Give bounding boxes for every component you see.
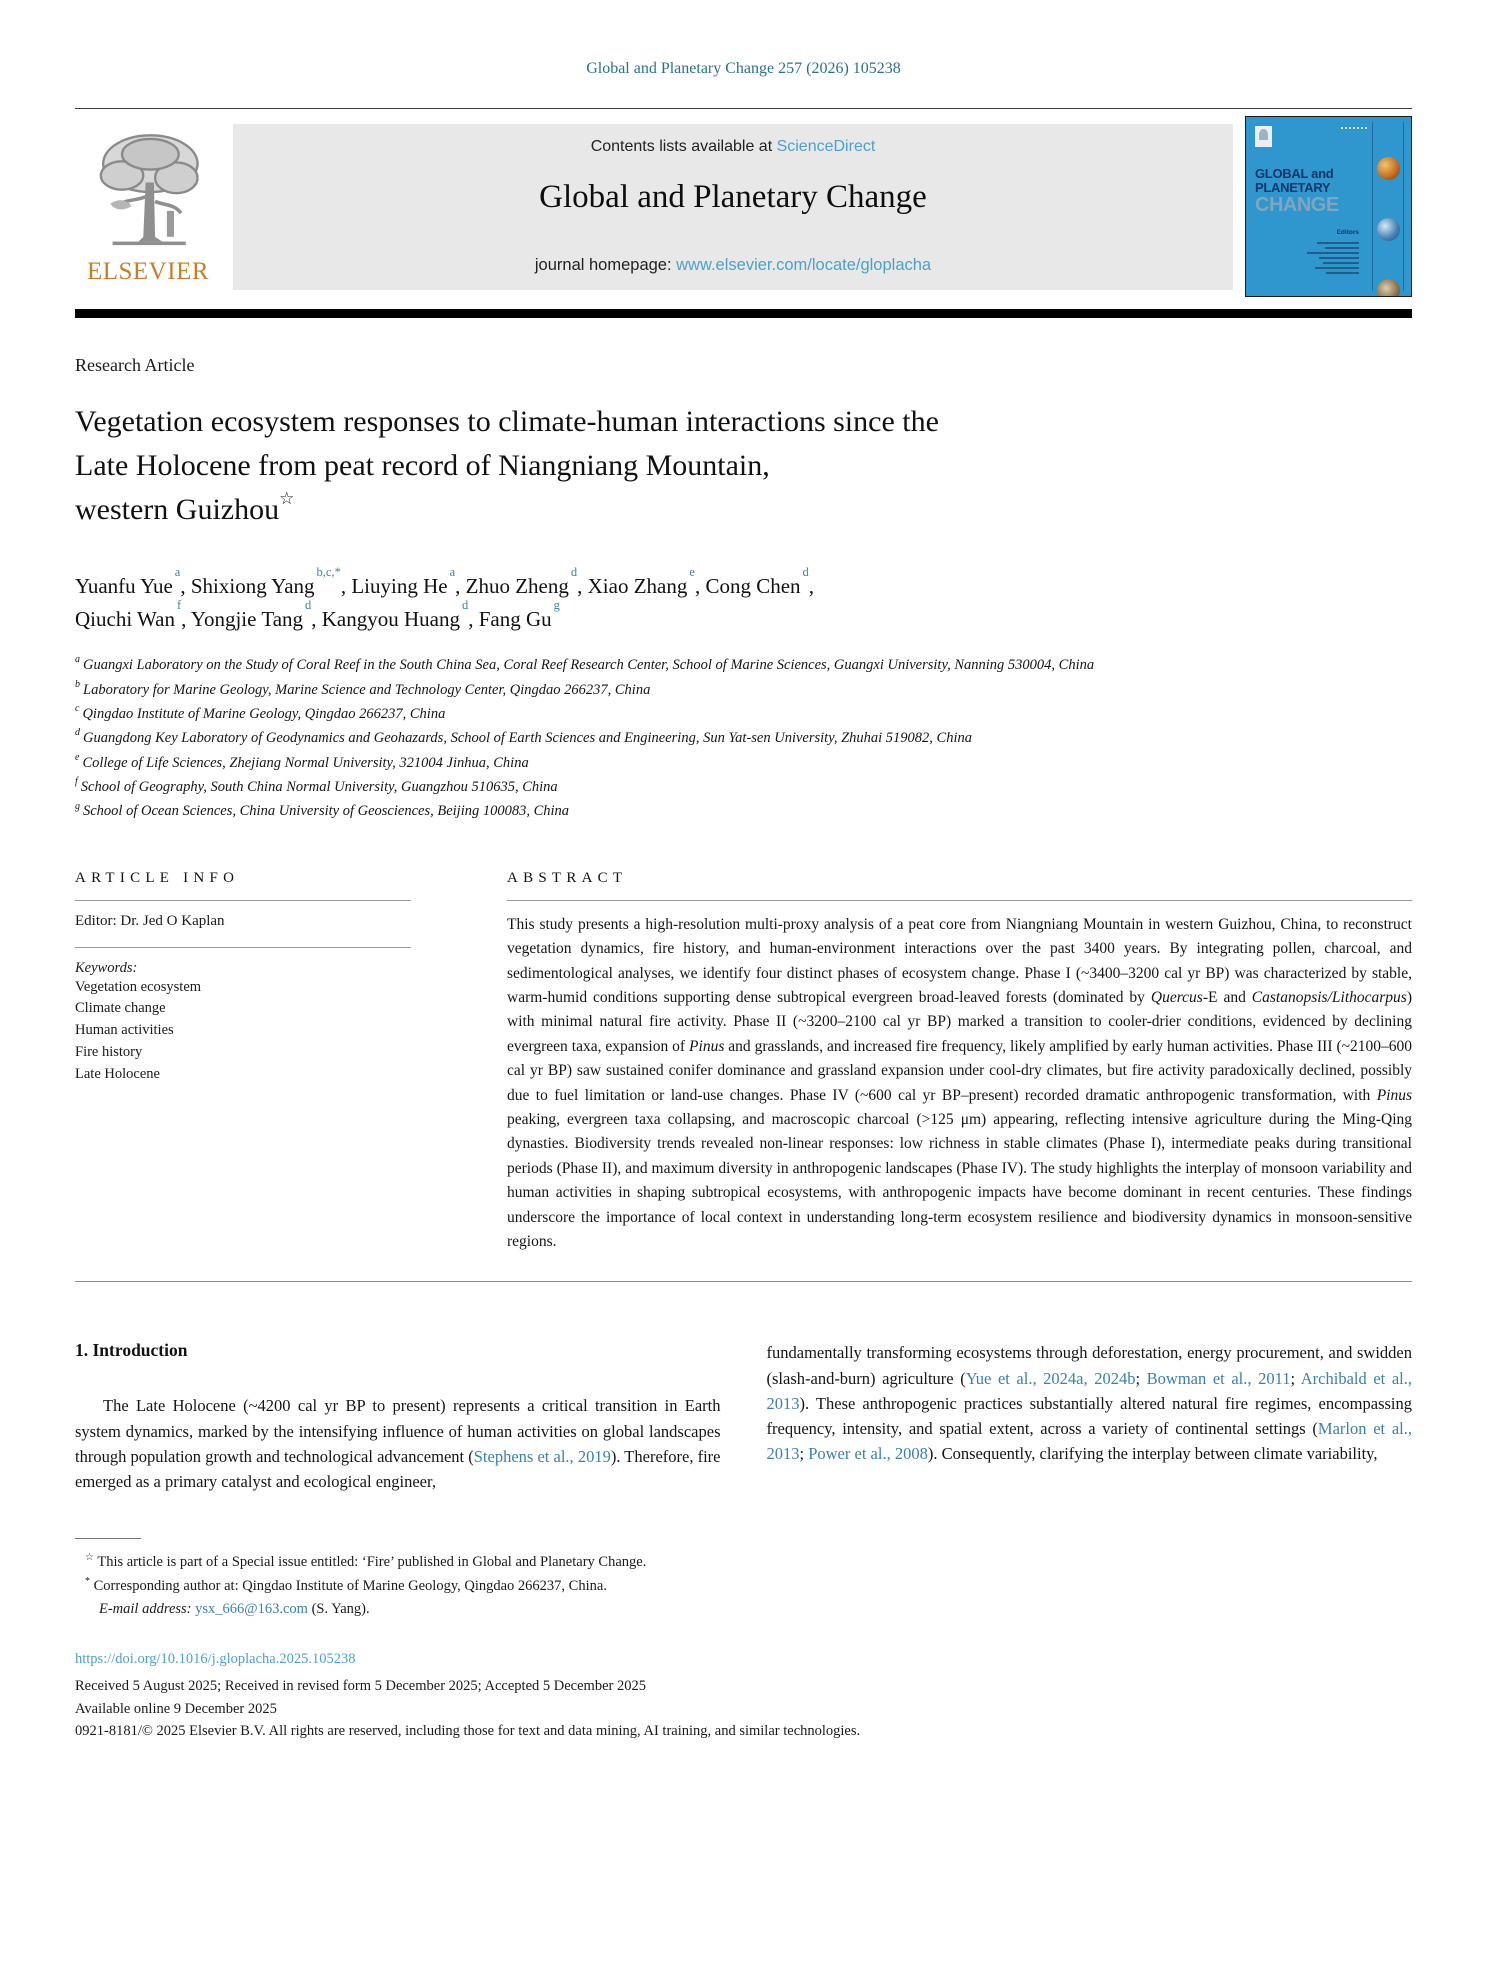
cover-editors-label: Editors [1336, 229, 1359, 237]
citation-link[interactable]: Power et al., 2008 [808, 1444, 928, 1464]
info-abstract-section [75, 870, 1412, 1255]
elsevier-logo[interactable] [75, 124, 221, 290]
special-issue-footnote [75, 1550, 1412, 1574]
cover-title-line: GLOBAL and [1255, 166, 1334, 181]
author-line: Yuanfu Yue$^a$, Shixiong Yang$^{b,c,*}$, Liuying He$^a$, Zhuo Zheng$^d$, Xiao Zhang$^e$, Cong Chen$^d$, [75, 565, 815, 599]
cover-editor-name-line [1307, 252, 1359, 254]
cover-editor-name-line [1326, 272, 1359, 274]
homepage-prefix: journal homepage: [534, 256, 677, 274]
author-affiliation-mark: d [802, 565, 809, 580]
email-footnote: E-mail address: ysx_666@163.com (S. Yang). [99, 1601, 370, 1618]
cover-editor-name-line [1317, 242, 1359, 244]
author-name[interactable]: Qiuchi Wan [75, 607, 175, 632]
sciencedirect-link[interactable]: ScienceDirect [776, 138, 876, 155]
affiliation-item: $^g$ School of Ocean Sciences, China University of Geosciences, Beijing 100083, China [75, 800, 570, 820]
cover-editor-name-line [1323, 262, 1359, 264]
body-right-column [767, 1340, 1413, 1494]
cover-editor-name-line [1315, 267, 1359, 269]
copyright-line: 0921-8181/© 2025 Elsevier B.V. All rights are reserved, including those for text and data mining, AI training, and similar technologies. [75, 1722, 861, 1739]
editor-line: Editor: Dr. Jed O Kaplan [75, 912, 225, 929]
rule [507, 900, 1412, 901]
cover-elsevier-mini-logo [1255, 126, 1272, 147]
keyword-item: Late Holocene [75, 1065, 160, 1082]
cover-divider-line [1372, 122, 1373, 291]
header-divider [75, 108, 1412, 109]
article-type-label: Research Article [75, 355, 195, 375]
rule [75, 947, 411, 948]
citation-link[interactable]: Marlon et al., 2013 [766, 1419, 1412, 1464]
affiliation-mark: b [75, 678, 80, 690]
cover-globe-images [1377, 157, 1400, 297]
cover-globe-image [1377, 157, 1400, 180]
author-name[interactable]: Yongjie Tang [190, 607, 304, 632]
author-affiliation-mark: f [177, 598, 182, 613]
section-divider [75, 1281, 1412, 1282]
author-name[interactable]: Xiao Zhang [587, 574, 688, 599]
footnote-asterisk-mark: * [85, 1576, 90, 1588]
author-list [75, 565, 1412, 636]
citation-link[interactable]: ysx_666@163.com [195, 1601, 308, 1618]
author-affiliation-mark: d [570, 565, 578, 580]
footnote-star-mark: ☆ [85, 1552, 94, 1564]
journal-title: Global and Planetary Change [539, 179, 927, 215]
received-dates: Received 5 August 2025; Received in revised form 5 December 2025; Accepted 5 December 2025 [75, 1678, 646, 1695]
article-title-line: western Guizhou☆ [75, 489, 295, 527]
italic-term: Pinus [1376, 1086, 1412, 1104]
cover-editors-block [1255, 221, 1365, 274]
journal-homepage-link[interactable]: www.elsevier.com/locate/gloplacha [676, 256, 932, 274]
contents-prefix: Contents lists available at [590, 138, 777, 155]
author-affiliation-mark: e [689, 565, 695, 580]
special-issue-text: This article is part of a Special issue entitled: ‘Fire’ published in Global and Planetary Change. [97, 1554, 647, 1571]
footnotes [75, 1538, 1412, 1621]
journal-citation: Global and Planetary Change 257 (2026) 105238 [586, 60, 901, 77]
author-affiliation-mark: b,c,* [316, 565, 341, 580]
article-title [75, 400, 1412, 532]
citation-link[interactable]: Stephens et al., 2019 [473, 1446, 611, 1466]
affiliation-mark: e [75, 751, 80, 763]
introduction-paragraph-continued: fundamentally transforming ecosystems through deforestation, energy procurement, and swidden (slash-and-burn) agriculture (Yue et al., 2024a, 2024b; Bowman et al., 2011; Archibald et al., 2013). These anthropogenic practices substantially altered natural fire regimes, encompassing frequency, intensity, and spatial extent, across a variety of continental settings (Marlon et al., 2013; Power et al., 2008). Consequently, clarifying the interplay between climate variability, [766, 1343, 1412, 1464]
elsevier-wordmark: ELSEVIER [86, 258, 210, 285]
rule [75, 900, 411, 901]
cover-title-line: PLANETARY [1255, 180, 1331, 196]
article-title-line: Late Holocene from peat record of Niangniang Mountain, [75, 449, 770, 483]
cover-issn-marks [1341, 127, 1367, 129]
citation-link[interactable]: Bowman et al., 2011 [1146, 1368, 1291, 1388]
available-online-date: Available online 9 December 2025 [75, 1700, 277, 1717]
author-name[interactable]: Yuanfu Yue [75, 574, 173, 599]
article-metadata-block [75, 1648, 1412, 1743]
author-name[interactable]: Shixiong Yang [190, 574, 315, 599]
affiliation-list [75, 653, 1245, 824]
italic-term: Castanopsis/Lithocarpus [1251, 988, 1407, 1006]
keyword-item: Vegetation ecosystem [75, 978, 202, 995]
affiliation-item: $^a$ Guangxi Laboratory on the Study of Coral Reef in the South China Sea, Coral Reef Research Center, School of Marine Sciences, Guangxi University, Nanning 530004, China [75, 654, 1095, 674]
abstract-text: This study presents a high-resolution multi-proxy analysis of a peat core from Niangniang Mountain in western Guizhou, China, to reconstruct vegetation dynamics, fire history, and human-environment interactions over the past 3400 years. By integrating pollen, charcoal, and sedimentological analyses, we identify four distinct phases of ecosystem change. Phase I (~3400–3200 cal yr BP) was characterized by stable, warm-humid conditions supporting dense subtropical evergreen broad-leaved forests (dominated by Quercus-E and Castanopsis/Lithocarpus) with minimal natural fire activity. Phase II (~3200–2100 cal yr BP) marked a transition to cooler-drier conditions, evidenced by declining evergreen taxa, expansion of Pinus and grasslands, and increased fire frequency, likely amplified by early human activities. Phase III (~2100–600 cal yr BP) saw sustained conifer dominance and grassland expansion under cool-dry climates, but fire activity paradoxically declined, possibly due to fuel limitation or land-use changes. Phase IV (~600 cal yr BP–present) recorded dramatic anthropogenic transformation, with Pinus peaking, evergreen taxa collapsing, and macroscopic charcoal (>125 μm) appearing, reflecting intensive agriculture during the Ming-Qing dynasties. Biodiversity trends revealed non-linear responses: low richness in stable climates (Phase I), intermediate peaks during transitional periods (Phase II), and maximum diversity in anthropogenic landscapes (Phase IV). The study highlights the interplay of monsoon variability and human activities in shaping subtropical ecosystems, with anthropogenic impacts have become dominant in recent centuries. These findings underscore the importance of local context in understanding long-term ecosystem resilience and biodiversity dynamics in monsoon-sensitive regions. [507, 915, 1412, 1251]
author-name[interactable]: Kangyou Huang [321, 607, 460, 632]
introduction-heading: 1. Introduction [75, 1340, 188, 1361]
section-bar [75, 309, 1412, 318]
citation-link[interactable]: Yue et al., 2024a, 2024b [965, 1368, 1136, 1388]
author-affiliation-mark: d [462, 598, 469, 613]
affiliation-item: $^d$ Guangdong Key Laboratory of Geodynamics and Geohazards, School of Earth Sciences and Engineering, Sun Yat-sen University, Zhuhai 519082, China [75, 727, 973, 747]
contents-line [233, 124, 1233, 156]
keywords-label: Keywords: [75, 959, 138, 976]
introduction-paragraph: The Late Holocene (~4200 cal yr BP to present) represents a critical transition in Earth system dynamics, marked by the intensifying influence of human activities on global landscapes through population growth and technological advancement (Stephens et al., 2019). Therefore, fire emerged as a primary catalyst and ecological engineer, [75, 1396, 721, 1492]
keyword-item: Fire history [75, 1043, 143, 1060]
title-star-mark: ☆ [279, 489, 295, 509]
affiliation-mark: d [75, 727, 80, 739]
affiliation-mark: f [75, 776, 78, 788]
affiliation-item: $^f$ School of Geography, South China Normal University, Guangzhou 510635, China [75, 776, 558, 796]
body-left-column [75, 1340, 721, 1494]
affiliation-item: $^c$ Qingdao Institute of Marine Geology, Qingdao 266237, China [75, 703, 446, 722]
keywords-list [75, 977, 411, 1086]
article-info-heading: ARTICLE INFO [75, 869, 240, 886]
cover-globe-image [1377, 218, 1400, 241]
author-name[interactable]: Cong Chen [705, 574, 801, 599]
author-name[interactable]: Fang Gu [478, 607, 552, 632]
cover-editor-name-line [1319, 257, 1359, 259]
article-title-line: Vegetation ecosystem responses to climate-human interactions since the [75, 405, 939, 438]
author-affiliation-mark: d [305, 598, 312, 613]
keyword-item: Human activities [75, 1022, 174, 1039]
affiliation-item: $^b$ Laboratory for Marine Geology, Marine Science and Technology Center, Qingdao 266237, China [75, 678, 651, 698]
author-line: Qiuchi Wan$^f$, Yongjie Tang$^d$, Kangyou Huang$^d$, Fang Gu$^g$ [75, 598, 560, 632]
cover-divider-line [1403, 122, 1404, 291]
article-info-column [75, 870, 411, 1255]
affiliation-mark: g [75, 800, 80, 812]
cover-title [1255, 167, 1365, 274]
journal-cover-thumbnail[interactable] [1245, 116, 1412, 297]
footnote-rule [75, 1538, 141, 1539]
journal-header-band [233, 124, 1233, 290]
doi-link[interactable]: https://doi.org/10.1016/j.gloplacha.2025.105238 [75, 1650, 356, 1667]
homepage-line [233, 256, 1233, 275]
keyword-item: Climate change [75, 1000, 166, 1017]
article-body [75, 1340, 1412, 1494]
affiliation-item: $^e$ College of Life Sciences, Zhejiang Normal University, 321004 Jinhua, China [75, 751, 529, 771]
affiliation-mark: c [75, 703, 80, 715]
author-affiliation-mark: a [449, 565, 456, 580]
cover-editor-name-line [1325, 247, 1359, 249]
author-name[interactable]: Zhuo Zheng [465, 574, 569, 599]
abstract-column [507, 870, 1412, 1255]
cover-globe-image [1377, 279, 1400, 297]
italic-term: E-mail address: [99, 1601, 196, 1618]
affiliation-mark: a [75, 654, 80, 666]
citation-link[interactable]: Archibald et al., 2013 [766, 1368, 1412, 1413]
italic-term: Quercus [1150, 988, 1203, 1006]
author-name[interactable]: Liuying He [351, 574, 448, 599]
author-affiliation-mark: a [174, 565, 181, 580]
author-affiliation-mark: g [553, 598, 560, 613]
journal-masthead [75, 124, 1412, 297]
italic-term: Pinus [689, 1037, 725, 1055]
corresponding-author-text: Corresponding author at: Qingdao Institute of Marine Geology, Qingdao 266237, China. [93, 1578, 607, 1595]
abstract-heading: ABSTRACT [507, 869, 628, 886]
cover-title-line: CHANGE [1255, 194, 1339, 217]
corresponding-author-footnote [75, 1574, 1412, 1598]
elsevier-tree-icon [89, 128, 207, 256]
